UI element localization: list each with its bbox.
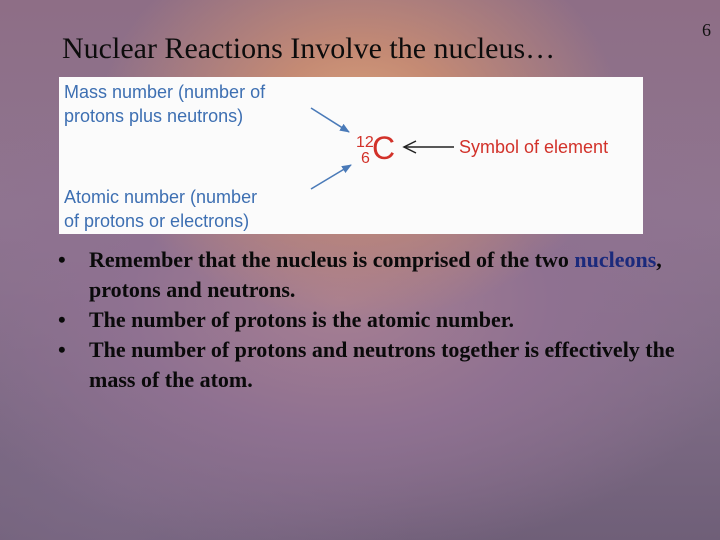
atomic-number-label-line2: of protons or electrons): [64, 211, 250, 231]
bullet-text: The number of protons and neutrons together is effectively the mass of the atom.: [89, 337, 675, 392]
atomic-notation-diagram: [59, 77, 643, 234]
bullet-text: , protons and neutrons.: [89, 247, 662, 302]
bullet-marker: •: [58, 247, 66, 272]
atomic-number-label-line1: Atomic number (number: [64, 187, 258, 207]
slide-title: Nuclear Reactions Involve the nucleus…: [62, 32, 556, 65]
bullet-item-nucleons: [58, 245, 678, 305]
symbol-of-element-label: Symbol of element: [459, 137, 609, 157]
element-symbol: C: [372, 130, 396, 166]
slide-number: 6: [702, 20, 711, 40]
bullet-text: Remember that the nucleus is comprised of the two: [89, 247, 575, 272]
mass-number-value: 12: [356, 134, 374, 151]
bullet-marker: •: [58, 337, 66, 362]
mass-number-label-line1: Mass number (number of: [64, 82, 266, 102]
bullet-item-atomic-number: [58, 305, 678, 335]
bullet-list: [58, 245, 678, 395]
bullet-item-mass: [58, 335, 678, 395]
mass-number-label-line2: protons plus neutrons): [64, 106, 244, 126]
diagram-canvas: [59, 77, 643, 234]
atomic-number-value: 6: [361, 150, 370, 167]
nucleons-term: nucleons: [574, 247, 657, 272]
bullet-marker: •: [58, 307, 66, 332]
mass-number-arrow: [311, 108, 349, 132]
atomic-number-arrow: [311, 165, 351, 189]
bullet-text: The number of protons is the atomic number.: [89, 307, 514, 332]
